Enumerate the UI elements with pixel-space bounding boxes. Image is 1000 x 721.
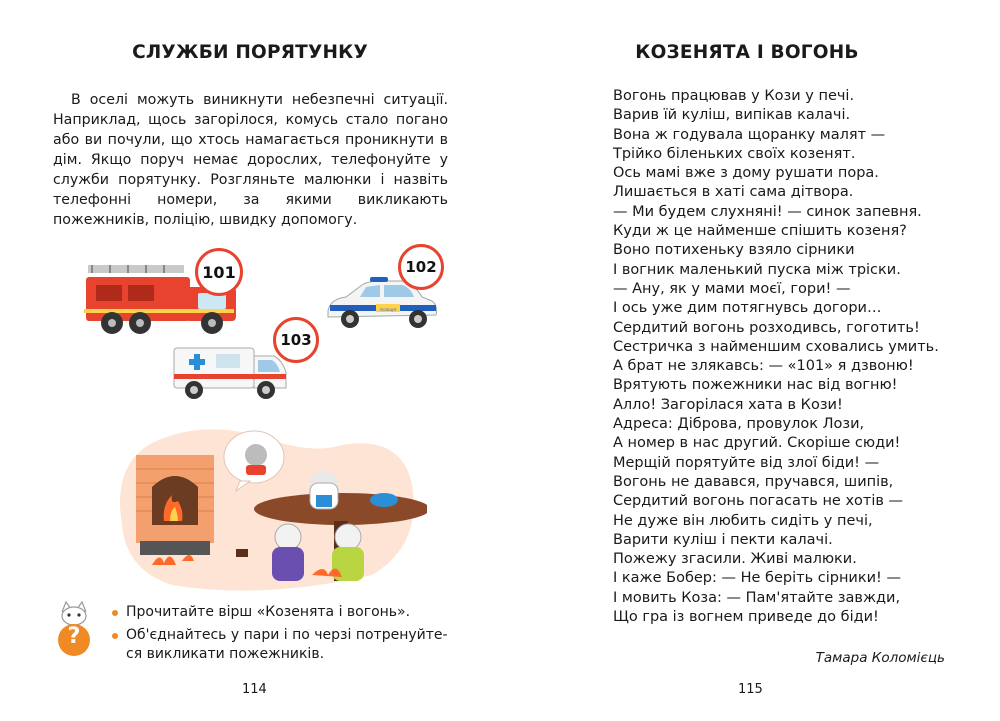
police-number-badge: 102 (398, 244, 444, 290)
help-question-mark: ? (67, 624, 81, 649)
poem-line: І каже Бобер: — Не беріть сірники! — (613, 570, 901, 587)
poem-line: Врятують пожежники нас від вогню! (613, 377, 898, 394)
poem-title: КОЗЕНЯТА І ВОГОНЬ (635, 42, 859, 63)
poem-line: Сестричка з найменшим сховались умить. (613, 338, 939, 355)
poem-line: Вогонь не давався, пручався, шипів, (613, 473, 894, 490)
poem-line: Адреса: Діброва, провулок Лози, (613, 416, 865, 433)
poem-line: Лишається в хаті сама дітвора. (613, 184, 854, 201)
poem-line: — Ану, як у мами моєї, гори! — (613, 280, 851, 297)
page-title: СЛУЖБИ ПОРЯТУНКУ (132, 42, 368, 63)
poem-line: Трійко біленьких своїх козенят. (613, 145, 856, 162)
poem-line: Варив їй куліш, випікав калачі. (613, 107, 851, 124)
poem-line: — Ми будем слухняні! — синок запевня. (613, 203, 922, 220)
poem-line: Варити куліш і пекти калачі. (613, 531, 833, 548)
ambulance-number-badge: 103 (273, 317, 319, 363)
poem-line: Алло! Загорілася хата в Кози! (613, 396, 843, 413)
poem (613, 87, 939, 627)
poem-line: Вогонь працював у Кози у печі. (613, 88, 855, 104)
bullet-icon (112, 610, 118, 616)
poem-line: А номер в нас другий. Скоріше сюди! (613, 435, 901, 452)
poem-line: Сердитий вогонь погасать не хотів — (613, 493, 904, 510)
task-item: Прочитайте вірш «Козенята і вогонь». (112, 603, 457, 622)
poem-line: І вогник маленький пуска між тріски. (613, 261, 901, 278)
page-number: 114 (242, 682, 267, 697)
poem-line: Куди ж це найменше спішить козеня? (613, 223, 907, 240)
task-item: Об'єднайтесь у пари і по черзі потренуйте-ся викликати пожежників. (112, 626, 457, 664)
task-list (112, 603, 457, 668)
poem-line: Сердитий вогонь розходивсь, гоготить! (613, 319, 920, 336)
poem-line: Не дуже він любить сидіть у печі, (613, 512, 873, 529)
poem-line: А брат не злякавсь: — «101» я дзвоню! (613, 358, 914, 375)
poem-line: Вона ж годувала щоранку малят — (613, 126, 886, 143)
poem-line: Мерщій порятуйте від злої біди! — (613, 454, 880, 471)
bullet-icon (112, 633, 118, 639)
ambulance-illustration (170, 342, 292, 402)
poem-line: Пожежу згасили. Живі малюки. (613, 551, 857, 568)
poem-line: Ось мамі вже з дому рушати пора. (613, 165, 879, 182)
police-car-label: ПОЛІЦІЯ (379, 307, 397, 312)
page-number: 115 (738, 682, 763, 697)
fire-number-badge: 101 (195, 248, 243, 296)
poem-line: І ось уже дим потягнувсь догори… (613, 300, 882, 317)
goats-fire-scene-illustration (112, 425, 427, 595)
poem-line: Воно потихеньку взяло сірники (613, 242, 855, 259)
right-page (500, 0, 1000, 721)
poem-author: Тамара Коломієць (815, 650, 945, 666)
poem-line: Що гра із вогнем приведе до біди! (613, 609, 879, 626)
intro-text: В оселі можуть виникнути небезпечні ситуації. Наприклад, щось загорілося, комусь стало погано або ви почули, що хтось намагається проникнути в дім. Якщо поруч немає дорослих, телефонуйте у служби порятунку. Розгляньте малюнки і назвіть телефонні номери, за якими викликають пожежників, поліцію, швидку допомогу. (53, 92, 448, 228)
poem-line: І мовить Коза: — Пам'ятайте завжди, (613, 589, 901, 606)
